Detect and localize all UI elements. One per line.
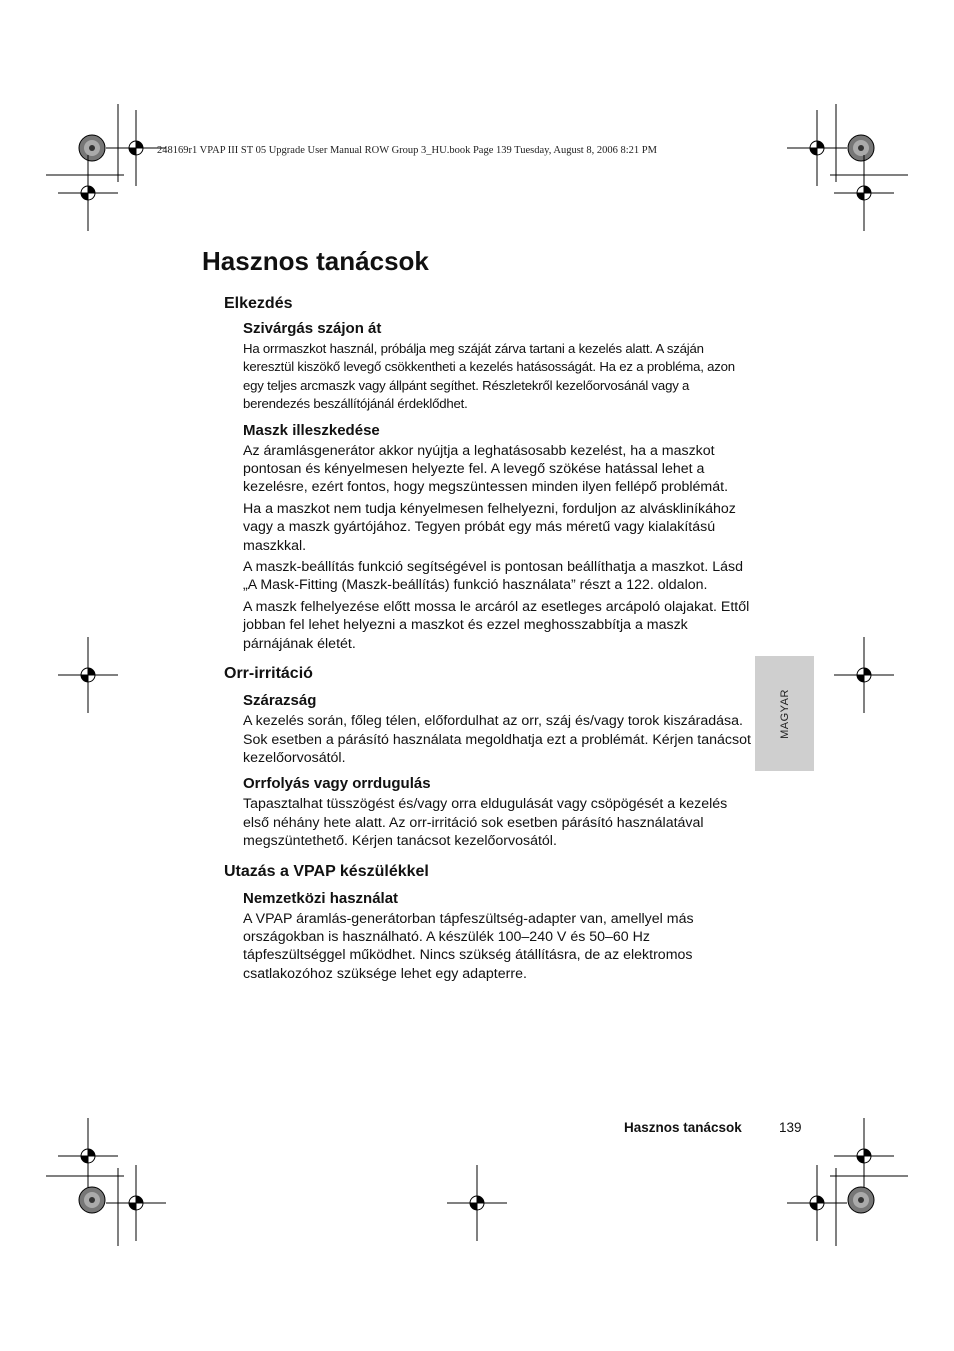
section-getting-started	[224, 293, 764, 653]
paragraph: Tapasztalhat tüsszögést és/vagy orra eldugulását vagy csöpögését a kezelés első néhány hete alatt. Az orr-irritáció sok esetben párásító használatával megszüntethető. Kérjen tanácsot kezelőorvosától.	[243, 796, 728, 850]
section-heading: Utazás a VPAP készülékkel	[224, 862, 429, 880]
section-heading: Elkezdés	[224, 295, 293, 312]
registration-crosshair-mark	[834, 637, 894, 713]
registration-crosshair-mark	[58, 155, 118, 231]
page-number: 139	[779, 1120, 802, 1135]
registration-crosshair-mark	[58, 1118, 118, 1194]
paragraph: Ha a maszkot nem tudja kényelmesen felhelyezni, forduljon az alváskliníkához vagy a maszk gyártójához. Tegyen próbát egy más méretű vagy kialakítású maszkkal.	[243, 500, 736, 554]
registration-crosshair-mark	[447, 1165, 507, 1241]
paragraph: A kezelés során, főleg télen, előfordulhat az orr, száj és/vagy torok kiszáradása. Sok esetben a párásító használata megoldhatja ezt a problémát. Kérjen tanácsot kezelőorvosától.	[243, 713, 751, 766]
paragraph: A VPAP áramlás-generátorban tápfeszültség-adapter van, amellyel más országokban is használható. A készülék 100–240 V és 50–60 Hz tápfeszültséggel működhet. Nincs szükség átállításra, de az elektromos csatlakozóhoz szüksége lehet egy adapterre.	[243, 910, 694, 982]
registration-star-mark	[848, 1187, 874, 1213]
paragraph: A maszk-beállítás funkció segítségével is pontosan beállíthatja a maszkot. Lásd „A Mask-Fitting (Maszk-beállítás) funkció használata” részt a 122. oldalon.	[243, 559, 743, 594]
print-header: 248169r1 VPAP III ST 05 Upgrade User Manual ROW Group 3_HU.book Page 139 Tuesday, August 8, 2006 8:21 PM	[157, 145, 657, 156]
footer-title: Hasznos tanácsok	[624, 1120, 742, 1135]
subsection-heading: Nemzetközi használat	[243, 889, 399, 907]
section-heading: Orr-irritáció	[224, 665, 313, 683]
registration-crosshair-mark	[834, 155, 894, 231]
subsection-heading: Maszk illeszkedése	[243, 421, 380, 439]
registration-crosshair-mark	[58, 637, 118, 713]
subsection-heading: Orrfolyás vagy orrdugulás	[243, 775, 431, 793]
paragraph: A maszk felhelyezése előtt mossa le arcáról az esetleges arcápoló olajakat. Ettől jobban fel lehet helyezni a maszkot és ezzel meghosszabbítja a maszk párnájának életét.	[243, 598, 750, 652]
side-tab-label: MAGYAR	[778, 688, 791, 739]
subsection-heading: Szivárgás szájon át	[243, 320, 382, 337]
subsection-heading: Szárazság	[243, 692, 317, 710]
language-side-tab	[755, 656, 814, 771]
page-title: Hasznos tanácsok	[202, 246, 429, 276]
paragraph: Az áramlásgenerátor akkor nyújtja a leghatásosabb kezelést, ha a maszkot pontosan és kényelmesen helyezte fel. A levegő szökése hatással lehet a kezelésre, ezért fontos, hogy megszüntessen minden ilyen fellépő problémát.	[243, 442, 729, 496]
registration-star-mark	[848, 135, 874, 161]
registration-star-mark	[79, 135, 105, 161]
registration-star-mark	[79, 1187, 105, 1213]
registration-crosshair-mark	[834, 1118, 894, 1194]
main-content	[224, 293, 764, 986]
section-travel	[224, 861, 764, 984]
paragraph: Ha orrmaszkot használ, próbálja meg száját zárva tartani a kezelés alatt. A száján keresztül kiszökő levegő csökkentheti a kezelés hatásosságát. Ha ez a probléma, azon egy teljes arcmaszk vagy állpánt segíthet. Részletekről kezelőorvosánál vagy a berendezés beszállítójánál érdeklődhet.	[243, 341, 735, 412]
section-nasal-irritation	[224, 663, 764, 850]
